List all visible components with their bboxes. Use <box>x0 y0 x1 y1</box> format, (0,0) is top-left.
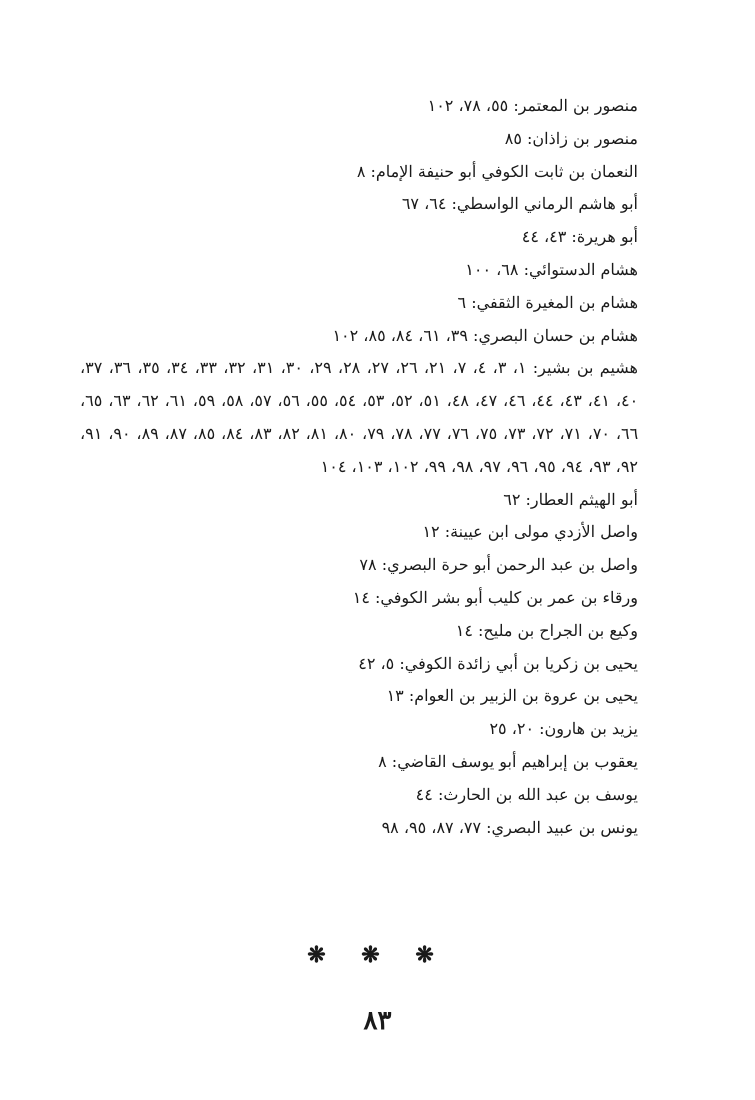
index-entry <box>80 188 638 221</box>
index-entry <box>80 812 638 845</box>
index-entry-text: منصور بن المعتمر: ٥٥، ٧٨، ١٠٢ <box>427 96 638 115</box>
index-entry-text: واصل الأزدي مولى ابن عيينة: ١٢ <box>422 522 638 542</box>
index-entry-text: يزيد بن هارون: ٢٠، ٢٥ <box>489 719 638 739</box>
index-entry <box>80 254 638 287</box>
name-index-list <box>80 90 638 844</box>
index-entry <box>80 549 638 582</box>
index-entry-text: أبو الهيثم العطار: ٦٢ <box>503 489 638 509</box>
index-entry <box>80 484 638 517</box>
index-entry-text: هشام بن حسان البصري: ٣٩، ٦١، ٨٤، ٨٥، ١٠٢ <box>332 325 638 345</box>
index-entry <box>80 680 638 713</box>
index-entry-text: ورقاء بن عمر بن كليب أبو بشر الكوفي: ١٤ <box>352 587 638 607</box>
index-entry <box>80 156 638 189</box>
index-entry <box>80 287 638 320</box>
index-entry-text: وكيع بن الجراح بن مليح: ١٤ <box>455 620 638 640</box>
index-entry <box>80 779 638 812</box>
index-entry-text: النعمان بن ثابت الكوفي أبو حنيفة الإمام: ٨ <box>356 161 638 181</box>
index-entry-text: يونس بن عبيد البصري: ٧٧، ٨٧، ٩٥، ٩٨ <box>381 817 638 837</box>
index-entry-text: يوسف بن عبد الله بن الحارث: ٤٤ <box>415 784 638 804</box>
index-entry-text: منصور بن زاذان: ٨٥ <box>504 128 638 148</box>
index-entry-text: يعقوب بن إبراهيم أبو يوسف القاضي: ٨ <box>378 751 638 771</box>
page-number: ٨٣ <box>363 1006 392 1036</box>
index-entry-text: يحيى بن عروة بن الزبير بن العوام: ١٣ <box>386 686 638 706</box>
index-entry-text: واصل بن عبد الرحمن أبو حرة البصري: ٧٨ <box>359 555 638 575</box>
index-entry <box>80 221 638 254</box>
index-entry-text: أبو هريرة: ٤٣، ٤٤ <box>521 227 638 247</box>
section-divider: ❋ ❋ ❋ <box>307 942 448 968</box>
index-entry <box>80 516 638 549</box>
index-entry <box>80 123 638 156</box>
index-entry-long <box>80 352 638 483</box>
index-entry <box>80 713 638 746</box>
index-entry-text: هشيم بن بشير: ١، ٣، ٤، ٧، ٢١، ٢٦، ٢٧، ٢٨، ٢٩، ٣٠، ٣١، ٣٢، ٣٣، ٣٤، ٣٥، ٣٦، ٣٧، ٤٠، ٤١، ٤٣، ٤٤، ٤٦، ٤٧، ٤٨، ٥١، ٥٢، ٥٣، ٥٤، ٥٥، ٥٦، ٥٧، ٥٨، ٥٩، ٦١، ٦٢، ٦٣، ٦٥، ٦٦، ٧٠، ٧١، ٧٢، ٧٣، ٧٥، ٧٦، ٧٧، ٧٨، ٧٩، ٨٠، ٨١، ٨٢، ٨٣، ٨٤، ٨٥، ٨٧، ٨٩، ٩٠، ٩١، ٩٢، ٩٣، ٩٤، ٩٥، ٩٦، ٩٧، ٩٨، ٩٩، ١٠٢، ١٠٣، ١٠٤ <box>80 358 639 476</box>
index-entry <box>80 320 638 353</box>
index-entry-text: هشام الدستوائي: ٦٨، ١٠٠ <box>465 259 638 279</box>
index-entry-text: أبو هاشم الرماني الواسطي: ٦٤، ٦٧ <box>401 194 638 214</box>
index-entry <box>80 648 638 681</box>
index-entry <box>80 90 638 123</box>
index-entry <box>80 615 638 648</box>
index-entry-text: هشام بن المغيرة الثقفي: ٦ <box>457 292 638 312</box>
index-entry-text: يحيى بن زكريا بن أبي زائدة الكوفي: ٥، ٤٢ <box>358 653 638 673</box>
index-entry <box>80 746 638 779</box>
index-entry <box>80 582 638 615</box>
